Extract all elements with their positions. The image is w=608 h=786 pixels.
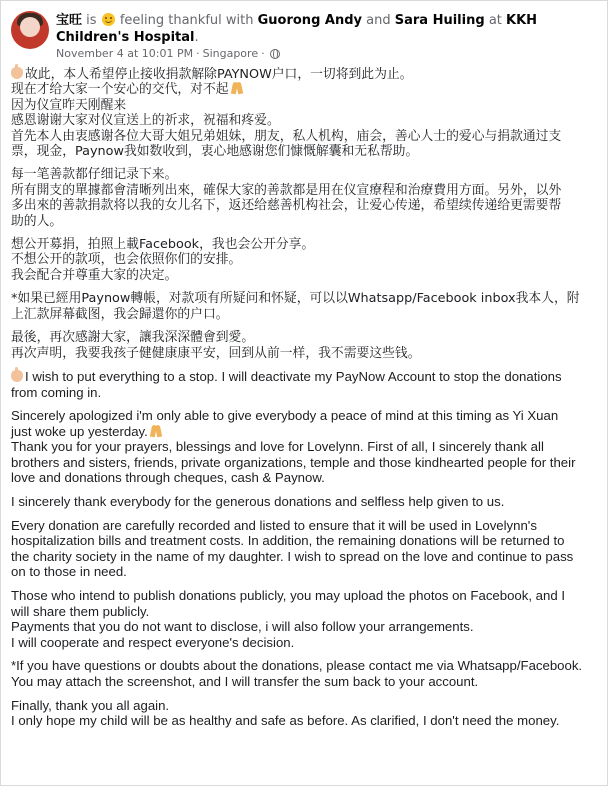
feeling-text: feeling thankful with bbox=[119, 13, 254, 28]
text-line: You may attach the screenshot, and I will transfer the sum back to your account. bbox=[11, 674, 479, 689]
english-paragraph-2 bbox=[11, 408, 593, 486]
post-title-line bbox=[56, 12, 597, 46]
tagged-person-2[interactable]: Sara Huiling bbox=[394, 13, 485, 28]
text-line: from coming in. bbox=[11, 384, 102, 400]
author-avatar[interactable] bbox=[11, 11, 49, 49]
text-line: Every donation are carefully recorded and listed to ensure that it will be used in Lovelynn's bbox=[11, 517, 537, 533]
meta-separator: · bbox=[196, 47, 200, 60]
english-paragraph-6 bbox=[11, 658, 593, 689]
post-header bbox=[11, 9, 597, 61]
english-paragraph-1 bbox=[11, 369, 593, 400]
text-line: 首先本人由衷感谢各位大哥大姐兄弟姐妹，朋友，私人机构，庙会，善心人士的爱心与捐款通过支 bbox=[11, 128, 562, 144]
text-line: *如果已經用Paynow轉帳，对款项有所疑问和怀疑，可以以Whatsapp/Facebook inbox我本人，附 bbox=[11, 291, 580, 307]
text-line: 票，现金，Paynow我如数收到，衷心地感谢您们慷慨解囊和无私帮助。 bbox=[11, 144, 419, 160]
text-line: 故此，本人希望停止接收捐款解除PAYNOW户口，一切将到此为止。 bbox=[25, 67, 413, 82]
text-line: 上汇款屏幕截图，我会歸還你的户口。 bbox=[11, 306, 229, 322]
hand-emoji-icon bbox=[11, 67, 23, 79]
text-line: 每一笔善款都仔细记录下来。 bbox=[11, 167, 178, 183]
text-line: 最後，再次感謝大家，讓我深深體會到愛。 bbox=[11, 330, 255, 346]
text-line: on to those in need. bbox=[11, 564, 127, 580]
text-line: just woke up yesterday. bbox=[11, 423, 148, 439]
text-line: 不想公开的款项，也会依照你们的安排。 bbox=[11, 252, 242, 268]
english-paragraph-3 bbox=[11, 494, 593, 510]
text-line: Finally, thank you all again. bbox=[11, 697, 170, 713]
chinese-section bbox=[11, 67, 593, 361]
text-line: 想公开募捐，拍照上載Facebook，我也会公开分享。 bbox=[11, 237, 315, 253]
chinese-paragraph-3 bbox=[11, 237, 593, 283]
tagged-person-1[interactable]: Guorong Andy bbox=[257, 13, 362, 28]
title-period: . bbox=[194, 30, 199, 45]
text-line: I only hope my child will be as healthy and safe as before. As clarified, I don't need the money. bbox=[11, 713, 560, 729]
chinese-paragraph-1 bbox=[11, 67, 593, 159]
english-paragraph-7 bbox=[11, 698, 593, 729]
post-meta bbox=[56, 47, 280, 60]
chinese-paragraph-5 bbox=[11, 330, 593, 361]
english-section bbox=[11, 369, 593, 729]
text-line: Those who intend to publish donations publicly, you may upload the photos on Facebook, and I bbox=[11, 588, 565, 604]
english-paragraph-5 bbox=[11, 588, 593, 650]
post-timestamp[interactable]: November 4 at 10:01 PM bbox=[56, 47, 194, 60]
is-text: is bbox=[86, 13, 97, 28]
chinese-paragraph-2 bbox=[11, 167, 593, 229]
text-line: Sincerely apologized i'm only able to give everybody a peace of mind at this timing as Yi Xuan bbox=[11, 408, 559, 424]
post-place: Singapore bbox=[202, 47, 259, 60]
text-line: hospitalization bills and treatment costs. In addition, the remaining donations will be returned to bbox=[11, 533, 565, 549]
text-line: 再次声明，我要我孩子健健康康平安，回到从前一样，我不需要这些钱。 bbox=[11, 345, 421, 361]
globe-icon[interactable] bbox=[270, 49, 280, 59]
text-line: 因为仪宣昨天刚醒来 bbox=[11, 97, 127, 113]
text-line: the charity society in the name of my daughter. I wish to spread on the love and continue to pass bbox=[11, 548, 574, 564]
text-line: I will cooperate and respect everyone's decision. bbox=[11, 634, 295, 650]
text-line: 所有開支的單據都會清晰列出來，確保大家的善款都是用在仪宣療程和治療費用方面。另外，以外 bbox=[11, 182, 562, 198]
text-line: *If you have questions or doubts about the donations, please contact me via Whatsapp/Facebook. bbox=[11, 658, 583, 674]
post-body bbox=[11, 67, 593, 737]
text-line: brothers and sisters, friends, private organizations, temple and those kindhearted people for their bbox=[11, 454, 576, 470]
smile-emoji-icon bbox=[102, 13, 115, 26]
text-line: I wish to put everything to a stop. I will deactivate my PayNow Account to stop the donations bbox=[25, 368, 562, 384]
chinese-paragraph-4 bbox=[11, 291, 593, 322]
location-link[interactable]: KKH Children's Hospital bbox=[56, 13, 538, 45]
hand-emoji-icon bbox=[11, 370, 23, 382]
text-line: love and donations through cheques, cash & Paynow. bbox=[11, 470, 325, 486]
text-line: Payments that you do not want to disclose, i will also follow your arrangements. bbox=[11, 619, 474, 635]
author-name[interactable]: 宝旺 bbox=[56, 13, 83, 28]
text-line: Thank you for your prayers, blessings and love for Lovelynn. First of all, I sincerely thank all bbox=[11, 439, 544, 455]
text-line: 我会配合并尊重大家的决定。 bbox=[11, 267, 178, 283]
text-line: 现在才给大家一个安心的交代，对不起 bbox=[11, 82, 229, 98]
text-line: 助的人。 bbox=[11, 213, 63, 229]
english-paragraph-4 bbox=[11, 518, 593, 580]
and-text: and bbox=[366, 13, 391, 28]
pray-emoji-icon bbox=[150, 425, 162, 437]
text-line: 多出來的善款捐款将以我的女儿名下，返还给慈善机构社会，让爱心传递，希望续传递给更需要帮 bbox=[11, 198, 562, 214]
text-line: 感恩谢谢大家对仪宣送上的祈求，祝福和疼爱。 bbox=[11, 113, 280, 129]
at-text: at bbox=[488, 13, 502, 28]
text-line: will share them publicly. bbox=[11, 603, 150, 619]
text-line: I sincerely thank everybody for the generous donations and selfless help given to us. bbox=[11, 494, 505, 510]
meta-separator-2: · bbox=[261, 47, 265, 60]
pray-emoji-icon bbox=[231, 82, 243, 94]
